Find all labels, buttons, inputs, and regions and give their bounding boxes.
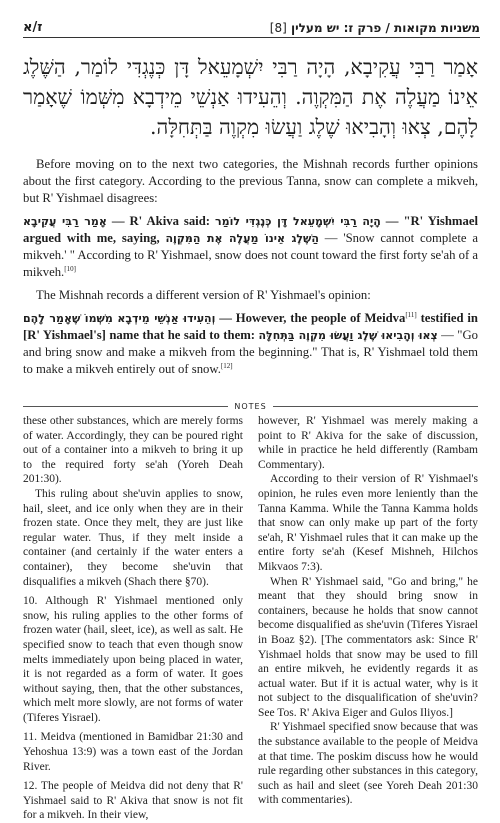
note-paragraph: R' Yishmael specified snow because that was the substance available to the people of Meidva at that time. The poskim discuss how he would rule regarding other substances in this category, such as hail and sleet (see Yoreh Deah 201:30 with commentaries). bbox=[258, 721, 478, 807]
page-header bbox=[23, 9, 480, 38]
hebrew-phrase: אָמַר רַבִּי עֲקִיבָא bbox=[23, 215, 107, 228]
notes-columns bbox=[23, 414, 478, 822]
commentary-paragraph bbox=[23, 213, 478, 281]
hebrew-phrase: וְהֵעִידוּ אַנְשֵׁי מֵידְבָא מִשְּׁמוֹ שֶׁאָמַר לָהֶם bbox=[23, 312, 216, 325]
note-paragraph: 11. Meidva (mentioned in Bamidbar 21:30 and Yehoshua 13:9) was a town east of the Jordan River. bbox=[23, 731, 243, 773]
note-ref: [11] bbox=[405, 310, 417, 319]
notes-right-column bbox=[258, 414, 478, 807]
notes-left-column bbox=[23, 414, 243, 822]
translation-phrase: — R' Akiva said: bbox=[106, 214, 215, 228]
notes-divider bbox=[23, 400, 478, 412]
note-paragraph: 12. The people of Meidva did not deny that R' Yishmael said to R' Akiva that snow is not fit for a mikveh. In their view, bbox=[23, 780, 243, 822]
explanation-text: — "Go and bring snow and make a mikveh from the beginning." That is, R' Yishmael told them to make a mikveh entirely out of snow. bbox=[23, 328, 478, 376]
commentary-paragraph: Before moving on to the next two categories, the Mishnah records further opinions about the first category. According to the previous Tanna, snow can complete a mikveh, but R' Yishmael disagrees: bbox=[23, 157, 478, 205]
note-paragraph: According to their version of R' Yishmael's opinion, he rules even more leniently than the Tanna Kamma. While the Tanna Kamma holds that snow can only make up part of the forty se'ah, R' Yishmael rules that it can make up the entire forty se'ah (Kesef Mishneh, Hilchos Mikvaos 7:3). bbox=[258, 473, 478, 573]
translation-phrase: testified in [R' Yishmael's] name that he said to them: bbox=[23, 311, 478, 342]
note-paragraph: This ruling about she'uvin applies to snow, hail, sleet, and ice only when they are in their frozen state. Once they melt, they are just like regular water. Thus, if they melt inside a container (and certainly if the water enters a container), they become she'uvin that disqualifies a mikveh (Shach there §70). bbox=[23, 487, 243, 588]
commentary-paragraph bbox=[23, 310, 478, 378]
divider-line bbox=[23, 406, 228, 407]
chapter-marker: ז/א bbox=[23, 20, 43, 35]
translation-phrase: — "R' Yishmael argued with me, saying, bbox=[23, 214, 478, 245]
mishnah-text: אָמַר רַבִּי עֲקִיבָא, הָיָה רַבִּי יִשְׁמָעֵאל דָּן כְּנֶגְדִּי לוֹמַר, הַשֶּׁלֶג אֵינוֹ מַעֲלֶה אֶת הַמִּקְוֶה. וְהֵעִידוּ אַנְשֵׁי מֵידְבָא מִשְּׁמוֹ שֶׁאָמַר לָהֶם, צְאוּ וְהָבִיאוּ שֶׁלֶג וַעֲשׂוּ מִקְוֶה בַּתְּחִלָּה. bbox=[23, 55, 478, 139]
translation-phrase: — However, the people of Meidva bbox=[215, 311, 406, 325]
note-paragraph: however, R' Yishmael was merely making a point to R' Akiva for the sake of discussion, while in practice he held differently (Rambam Commentary). bbox=[258, 415, 478, 471]
running-title-text: משניות מקואות / פרק ז: יש מעלין bbox=[291, 21, 480, 35]
hebrew-phrase: צְאוּ וְהָבִיאוּ שֶׁלֶג וַעֲשׂוּ מִקְוֶה בַּתְּחִלָּה bbox=[258, 329, 438, 342]
note-paragraph: these other substances, which are merely forms of water. Accordingly, they can be poured right out of a container into a mikveh to bring it up to the required forty se'ah (Yoreh Deah 201:30). bbox=[23, 415, 243, 486]
notes-label: NOTES bbox=[234, 401, 267, 411]
hebrew-phrase: הָיָה רַבִּי יִשְׁמָעֵאל דָּן כְּנֶגְדִּי לוֹמַר bbox=[215, 215, 381, 228]
hebrew-phrase: הַשֶּׁלֶג אֵינוֹ מַעֲלֶה אֶת הַמִּקְוֶה bbox=[165, 232, 319, 245]
note-ref: [12] bbox=[220, 361, 233, 370]
running-title bbox=[264, 21, 480, 35]
note-paragraph: 10. Although R' Yishmael mentioned only snow, his ruling applies to the other forms of frozen water (hail, sleet, ice), as well as salt. He specified snow to teach that even though snow melts immediately upon being placed in water, it is not regarded as a form of water. It goes without saying, then, that the other substances, which melt more slowly, are not forms of water (Tiferes Yisrael). bbox=[23, 595, 243, 724]
note-paragraph: When R' Yishmael said, "Go and bring," he meant that they should bring snow in containers, because he holds that snow cannot become disqualified as she'uvin (Tiferes Yisrael in Boaz §2). [The commentators ask: Since R' Yishmael holds that snow may be used to fill an entire mikveh, he evidently regards it as actual water. But if it is actual water, why is it not subject to the disqualification of she'uvin? See Tos. R' Akiva Eiger and Gulos Iliyos.] bbox=[258, 575, 478, 719]
explanation-text: — 'Snow cannot complete a mikveh.' " According to R' Yishmael, snow does not count toward the first forty se'ah of a mikveh. bbox=[23, 231, 478, 279]
commentary-body bbox=[23, 156, 478, 378]
note-ref: [10] bbox=[64, 264, 76, 273]
page-number: [8] bbox=[269, 21, 287, 35]
divider-line bbox=[273, 406, 478, 407]
commentary-paragraph: The Mishnah records a different version of R' Yishmael's opinion: bbox=[36, 288, 371, 302]
